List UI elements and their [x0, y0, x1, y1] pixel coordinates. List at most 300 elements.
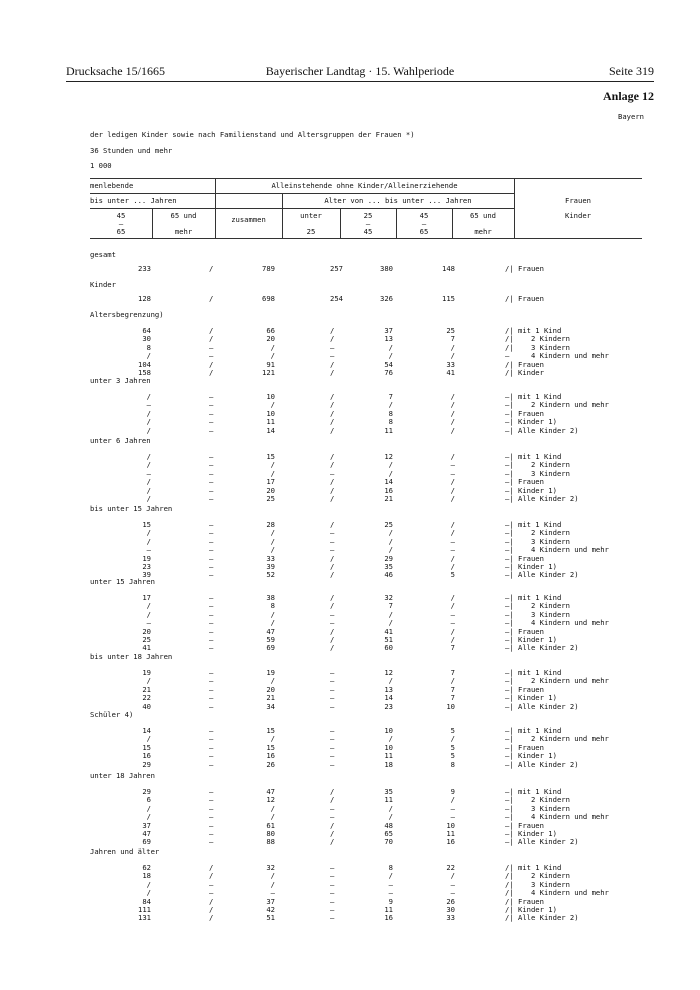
row-label: Alle Kinder 2): [518, 759, 579, 769]
col-zusammen: 61: [266, 820, 275, 830]
header-col-45: 45: [116, 211, 126, 220]
col-65-und-mehr: /: [209, 896, 214, 906]
header-col-mehr: mehr: [174, 227, 193, 236]
col-45-65b: /: [450, 417, 455, 427]
col-65-und-mehr-b: –|: [505, 485, 514, 495]
col-65-und-mehr: /: [209, 871, 214, 881]
col-65-und-mehr-b: –|: [505, 734, 514, 744]
col-25-45: /: [388, 734, 393, 744]
table-row: [0, 265, 700, 273]
col-65-und-mehr-b: –|: [505, 751, 514, 761]
col-45-65b: 10: [446, 701, 455, 711]
col-unter-25: –: [330, 726, 335, 735]
col-zusammen: 51: [266, 913, 275, 923]
col-zusammen: /: [270, 618, 275, 628]
col-25-45: 35: [384, 562, 393, 571]
col-65-und-mehr-b: –|: [505, 477, 514, 487]
row-label: 4 Kindern und mehr: [518, 888, 609, 898]
header-col-dash: —: [118, 219, 124, 228]
col-45-65b: /: [450, 494, 455, 503]
col-65-und-mehr-b: –|: [505, 820, 514, 830]
col-45-65b: 7: [450, 643, 455, 653]
group-label: Jahren und älter: [90, 847, 160, 856]
col-65-und-mehr-b: /|: [505, 264, 514, 273]
col-65-und-mehr: –: [209, 759, 214, 769]
col-unter-25: –: [330, 701, 335, 711]
table-row: [0, 461, 700, 469]
table-row: [0, 619, 700, 627]
col-65-und-mehr: –: [209, 553, 214, 563]
col-unter-25: /: [330, 400, 335, 410]
row-label: mit 1 Kind: [518, 668, 562, 677]
col-65-und-mehr: –: [209, 400, 214, 410]
col-45-65b: /: [450, 593, 455, 602]
table-row: [0, 427, 700, 435]
row-label: 3 Kindern: [518, 342, 570, 352]
row-label: Kinder 1): [518, 485, 557, 495]
col-unter-25: –: [330, 905, 335, 914]
col-65-und-mehr-b: –|: [505, 528, 514, 538]
header-r-45: 45: [363, 227, 373, 236]
col-unter-25: –: [330, 871, 335, 881]
col-unter-25: –: [330, 863, 335, 872]
col-65-und-mehr-b: /|: [505, 896, 514, 906]
row-label: Alle Kinder 2): [518, 913, 579, 923]
col-zusammen: 121: [262, 368, 275, 377]
col-25-45: 29: [384, 553, 393, 563]
col-65-und-mehr-b: –|: [505, 400, 514, 410]
group-label: Schüler 4): [90, 710, 134, 719]
col-zusammen: 16: [266, 751, 275, 761]
row-label: Kinder 1): [518, 829, 557, 838]
col-unter-25: /: [330, 570, 335, 580]
col-unter-25: /: [330, 787, 335, 796]
header-frauen: Frauen: [565, 196, 591, 205]
header-r-dash: —: [365, 219, 371, 228]
row-label: Frauen: [518, 820, 544, 830]
col-25-45: 10: [384, 742, 393, 752]
running-header: [66, 64, 654, 80]
row-label: mit 1 Kind: [518, 787, 562, 796]
col-65-und-mehr-b: –|: [505, 795, 514, 805]
col-zusammen: –: [270, 888, 275, 898]
col-25-45: /: [388, 351, 393, 361]
col-45-65: /: [146, 528, 151, 538]
col-45-65: /: [146, 477, 151, 487]
col-zusammen: 15: [266, 742, 275, 752]
col-65-und-mehr: –: [209, 528, 214, 538]
row-label: Kinder 1): [518, 562, 557, 571]
col-unter-25: –: [330, 812, 335, 822]
col-45-65: 17: [142, 593, 151, 602]
col-zusammen: 10: [266, 392, 275, 401]
col-65-und-mehr: /: [209, 294, 214, 303]
table-row: [0, 352, 700, 360]
col-zusammen: 12: [266, 795, 275, 805]
col-65-und-mehr: –: [209, 668, 214, 677]
col-45-65: /: [146, 734, 151, 744]
col-unter-25: –: [330, 342, 335, 352]
col-45-65b: –: [450, 468, 455, 478]
col-zusammen: 698: [262, 294, 275, 303]
header-rule-top: [90, 178, 642, 179]
col-25-45: 41: [384, 626, 393, 636]
col-25-45: 21: [384, 494, 393, 503]
group-label: unter 6 Jahren: [90, 436, 151, 445]
col-45-65b: 30: [446, 905, 455, 914]
col-25-45: /: [388, 342, 393, 352]
col-unter-25: –: [330, 468, 335, 478]
col-45-65b: –: [450, 888, 455, 898]
col-unter-25: /: [330, 562, 335, 571]
col-45-65: 8: [146, 342, 151, 352]
row-label: 4 Kindern und mehr: [518, 812, 609, 822]
col-65-und-mehr-b: –|: [505, 787, 514, 796]
col-45-65: /: [146, 408, 151, 418]
col-65-und-mehr-b: –|: [505, 643, 514, 653]
col-45-65: /: [146, 460, 151, 470]
col-unter-25: /: [330, 520, 335, 529]
col-65-und-mehr: –: [209, 643, 214, 653]
col-unter-25: /: [330, 643, 335, 653]
col-65-und-mehr: –: [209, 494, 214, 503]
col-25-45: –: [388, 888, 393, 898]
col-65-und-mehr: –: [209, 829, 214, 838]
col-45-65: –: [146, 545, 151, 555]
col-25-45: 12: [384, 668, 393, 677]
col-45-65b: –: [450, 536, 455, 546]
row-label: mit 1 Kind: [518, 326, 562, 335]
col-45-65b: /: [450, 871, 455, 881]
col-65-und-mehr: –: [209, 795, 214, 805]
col-45-65: /: [146, 417, 151, 427]
col-65-und-mehr-b: –|: [505, 545, 514, 555]
group-label: Kinder: [90, 280, 116, 289]
col-unter-25: /: [330, 795, 335, 805]
col-45-65b: 7: [450, 668, 455, 677]
col-45-65: 37: [142, 820, 151, 830]
col-zusammen: 39: [266, 562, 275, 571]
col-65-und-mehr: –: [209, 626, 214, 636]
col-45-65: 19: [142, 553, 151, 563]
col-65-und-mehr: –: [209, 601, 214, 611]
col-25-45: 18: [384, 759, 393, 769]
col-65-und-mehr: –: [209, 351, 214, 361]
col-45-65b: 5: [450, 742, 455, 752]
col-45-65: 41: [142, 643, 151, 653]
col-45-65b: /: [450, 477, 455, 487]
col-65-und-mehr: –: [209, 425, 214, 435]
col-45-65: 30: [142, 334, 151, 344]
col-25-45: 65: [384, 829, 393, 838]
col-65-und-mehr-b: –|: [505, 635, 514, 644]
col-65-und-mehr-b: –|: [505, 460, 514, 470]
row-label: Kinder: [518, 368, 544, 377]
col-65-und-mehr: –: [209, 570, 214, 580]
col-65-und-mehr: /: [209, 368, 214, 377]
col-65-und-mehr: /: [209, 863, 214, 872]
header-rule-1: [90, 193, 514, 194]
table-row: [0, 752, 700, 760]
col-45-65: 21: [142, 684, 151, 694]
col-zusammen: 14: [266, 425, 275, 435]
col-45-65b: 5: [450, 570, 455, 580]
col-65-und-mehr: –: [209, 787, 214, 796]
table-row: [0, 872, 700, 880]
row-label: 2 Kindern und mehr: [518, 676, 609, 686]
col-45-65: /: [146, 888, 151, 898]
col-65-und-mehr-b: /|: [505, 913, 514, 923]
row-label: 4 Kindern und mehr: [518, 351, 609, 361]
table-row: [0, 686, 700, 694]
table-row: [0, 864, 700, 872]
col-65-und-mehr-b: /|: [505, 863, 514, 872]
col-45-65b: /: [450, 734, 455, 744]
col-25-45: /: [388, 618, 393, 628]
col-65-und-mehr-b: –|: [505, 452, 514, 461]
col-unter-25: /: [330, 368, 335, 377]
col-45-65: 22: [142, 693, 151, 703]
col-zusammen: 69: [266, 643, 275, 653]
col-25-45: 11: [384, 425, 393, 435]
col-25-45: 16: [384, 913, 393, 923]
row-label: Alle Kinder 2): [518, 570, 579, 580]
col-zusammen: 42: [266, 905, 275, 914]
col-unter-25: /: [330, 408, 335, 418]
row-label: mit 1 Kind: [518, 520, 562, 529]
col-25-45: 14: [384, 477, 393, 487]
col-zusammen: /: [270, 351, 275, 361]
header-rule: [66, 81, 654, 82]
table-title: der ledigen Kinder sowie nach Familienstand und Altersgruppen der Frauen *): [90, 130, 415, 139]
col-25-45: 23: [384, 701, 393, 711]
col-45-65b: /: [450, 601, 455, 611]
col-25-45: 60: [384, 643, 393, 653]
col-25-45: 46: [384, 570, 393, 580]
col-unter-25: –: [330, 609, 335, 619]
table-row: [0, 470, 700, 478]
col-25-45: /: [388, 676, 393, 686]
col-zusammen: /: [270, 803, 275, 813]
col-25-45: /: [388, 400, 393, 410]
col-65-und-mehr: –: [209, 879, 214, 889]
header-rule-2: [90, 208, 514, 209]
table-row: [0, 410, 700, 418]
row-label: Frauen: [518, 294, 544, 303]
col-65-und-mehr: /: [209, 359, 214, 369]
table-row: [0, 401, 700, 409]
col-45-65: 19: [142, 668, 151, 677]
col-65-und-mehr-b: /|: [505, 905, 514, 914]
col-zusammen: /: [270, 545, 275, 555]
col-25-45: 12: [384, 452, 393, 461]
col-unter-25: –: [330, 888, 335, 898]
col-65-und-mehr-b: –|: [505, 494, 514, 503]
table-row: [0, 677, 700, 685]
col-65-und-mehr: –: [209, 742, 214, 752]
col-unter-25: /: [330, 334, 335, 344]
header-rule-bottom: [90, 238, 642, 239]
col-45-65: /: [146, 601, 151, 611]
col-65-und-mehr-b: –|: [505, 520, 514, 529]
col-65-und-mehr: –: [209, 460, 214, 470]
col-45-65: /: [146, 879, 151, 889]
col-zusammen: 26: [266, 759, 275, 769]
col-65-und-mehr-b: –|: [505, 742, 514, 752]
col-65-und-mehr-b: –|: [505, 626, 514, 636]
table-row: [0, 495, 700, 503]
col-65-und-mehr: –: [209, 520, 214, 529]
col-45-65: 20: [142, 626, 151, 636]
header-r2-dash: —: [421, 219, 427, 228]
col-45-65: 29: [142, 787, 151, 796]
unit-label: 1 000: [90, 161, 112, 170]
col-25-45: /: [388, 528, 393, 538]
col-65-und-mehr: –: [209, 485, 214, 495]
col-45-65b: /: [450, 795, 455, 805]
col-45-65: 14: [142, 726, 151, 735]
col-zusammen: /: [270, 460, 275, 470]
table-row: [0, 555, 700, 563]
col-zusammen: 38: [266, 593, 275, 602]
col-65-und-mehr: –: [209, 726, 214, 735]
col-45-65: /: [146, 425, 151, 435]
col-45-65: /: [146, 351, 151, 361]
col-25-45: 32: [384, 593, 393, 602]
col-45-65b: 25: [446, 326, 455, 335]
col-unter-25: /: [330, 837, 335, 847]
col-65-und-mehr: –: [209, 545, 214, 555]
col-unter-25: /: [330, 601, 335, 611]
col-zusammen: 66: [266, 326, 275, 335]
col-zusammen: /: [270, 536, 275, 546]
col-45-65: 158: [138, 368, 151, 377]
col-45-65b: /: [450, 342, 455, 352]
col-zusammen: 17: [266, 477, 275, 487]
row-label: Alle Kinder 2): [518, 425, 579, 435]
col-65-und-mehr-b: –|: [505, 609, 514, 619]
col-unter-25: /: [330, 460, 335, 470]
row-label: Alle Kinder 2): [518, 701, 579, 711]
col-65-und-mehr-b: –|: [505, 668, 514, 677]
col-65-und-mehr-b: –|: [505, 684, 514, 694]
col-45-65: 111: [138, 905, 151, 914]
table-row: [0, 478, 700, 486]
col-45-65b: 5: [450, 751, 455, 761]
col-45-65: /: [146, 676, 151, 686]
table-row: [0, 813, 700, 821]
col-unter-25: 257: [330, 264, 343, 273]
table-row: [0, 361, 700, 369]
col-45-65: 40: [142, 701, 151, 711]
col-65-und-mehr-b: /|: [505, 368, 514, 377]
col-unter-25: –: [330, 896, 335, 906]
table-row: [0, 295, 700, 303]
col-unter-25: –: [330, 668, 335, 677]
table-row: [0, 838, 700, 846]
col-45-65: 16: [142, 751, 151, 761]
table-row: [0, 602, 700, 610]
col-65-und-mehr-b: –|: [505, 812, 514, 822]
col-65-und-mehr: –: [209, 888, 214, 898]
row-label: 2 Kindern: [518, 528, 570, 538]
col-65-und-mehr: –: [209, 536, 214, 546]
col-65-und-mehr-b: /|: [505, 342, 514, 352]
col-65-und-mehr: –: [209, 676, 214, 686]
col-unter-25: –: [330, 545, 335, 555]
col-45-65: 39: [142, 570, 151, 580]
region-label: Bayern: [618, 112, 644, 121]
table-row: [0, 628, 700, 636]
col-zusammen: 80: [266, 829, 275, 838]
col-unter-25: /: [330, 593, 335, 602]
col-unter-25: –: [330, 759, 335, 769]
col-unter-25: /: [330, 425, 335, 435]
col-65-und-mehr-b: –|: [505, 759, 514, 769]
col-unter-25: /: [330, 553, 335, 563]
row-label: Kinder 1): [518, 905, 557, 914]
col-unter-25: –: [330, 742, 335, 752]
col-45-65b: 22: [446, 863, 455, 872]
annex-label: Anlage 12: [603, 89, 654, 103]
row-label: Alle Kinder 2): [518, 494, 579, 503]
col-45-65: /: [146, 609, 151, 619]
col-65-und-mehr: –: [209, 734, 214, 744]
col-zusammen: 20: [266, 334, 275, 344]
col-zusammen: /: [270, 468, 275, 478]
col-zusammen: 34: [266, 701, 275, 711]
col-45-65: 62: [142, 863, 151, 872]
row-label: Frauen: [518, 477, 544, 487]
col-65-und-mehr: /: [209, 334, 214, 344]
col-45-65b: /: [450, 528, 455, 538]
header-r-25: 25: [363, 211, 373, 220]
row-label: Kinder 1): [518, 417, 557, 427]
col-65-und-mehr-b: –|: [505, 803, 514, 813]
row-label: mit 1 Kind: [518, 593, 562, 602]
row-label: 2 Kindern: [518, 460, 570, 470]
col-25-45: 8: [388, 408, 393, 418]
table-row: [0, 327, 700, 335]
col-zusammen: /: [270, 342, 275, 352]
working-hours: 36 Stunden und mehr: [90, 146, 173, 155]
parliament-title: Bayerischer Landtag · 15. Wahlperiode: [265, 64, 455, 78]
col-45-65b: 7: [450, 684, 455, 694]
col-45-65: 84: [142, 896, 151, 906]
document-number: Drucksache 15/1665: [66, 64, 165, 78]
col-65-und-mehr-b: –|: [505, 676, 514, 686]
col-45-65b: /: [450, 351, 455, 361]
col-45-65b: –: [450, 618, 455, 628]
col-unter-25: /: [330, 635, 335, 644]
col-unter-25: /: [330, 452, 335, 461]
col-25-45: 48: [384, 820, 393, 830]
header-r2-45: 45: [419, 211, 429, 220]
col-unter-25: –: [330, 693, 335, 703]
header-col-65: 65: [116, 227, 126, 236]
col-25-45: 14: [384, 693, 393, 703]
table-row: [0, 546, 700, 554]
col-zusammen: 59: [266, 635, 275, 644]
col-unter-25: –: [330, 676, 335, 686]
col-65-und-mehr: /: [209, 905, 214, 914]
col-25-45: 11: [384, 751, 393, 761]
table-row: [0, 636, 700, 644]
row-label: 2 Kindern: [518, 871, 570, 881]
header-r-mehr: mehr: [474, 227, 492, 236]
col-45-65: –: [146, 400, 151, 410]
col-65-und-mehr: –: [209, 618, 214, 628]
